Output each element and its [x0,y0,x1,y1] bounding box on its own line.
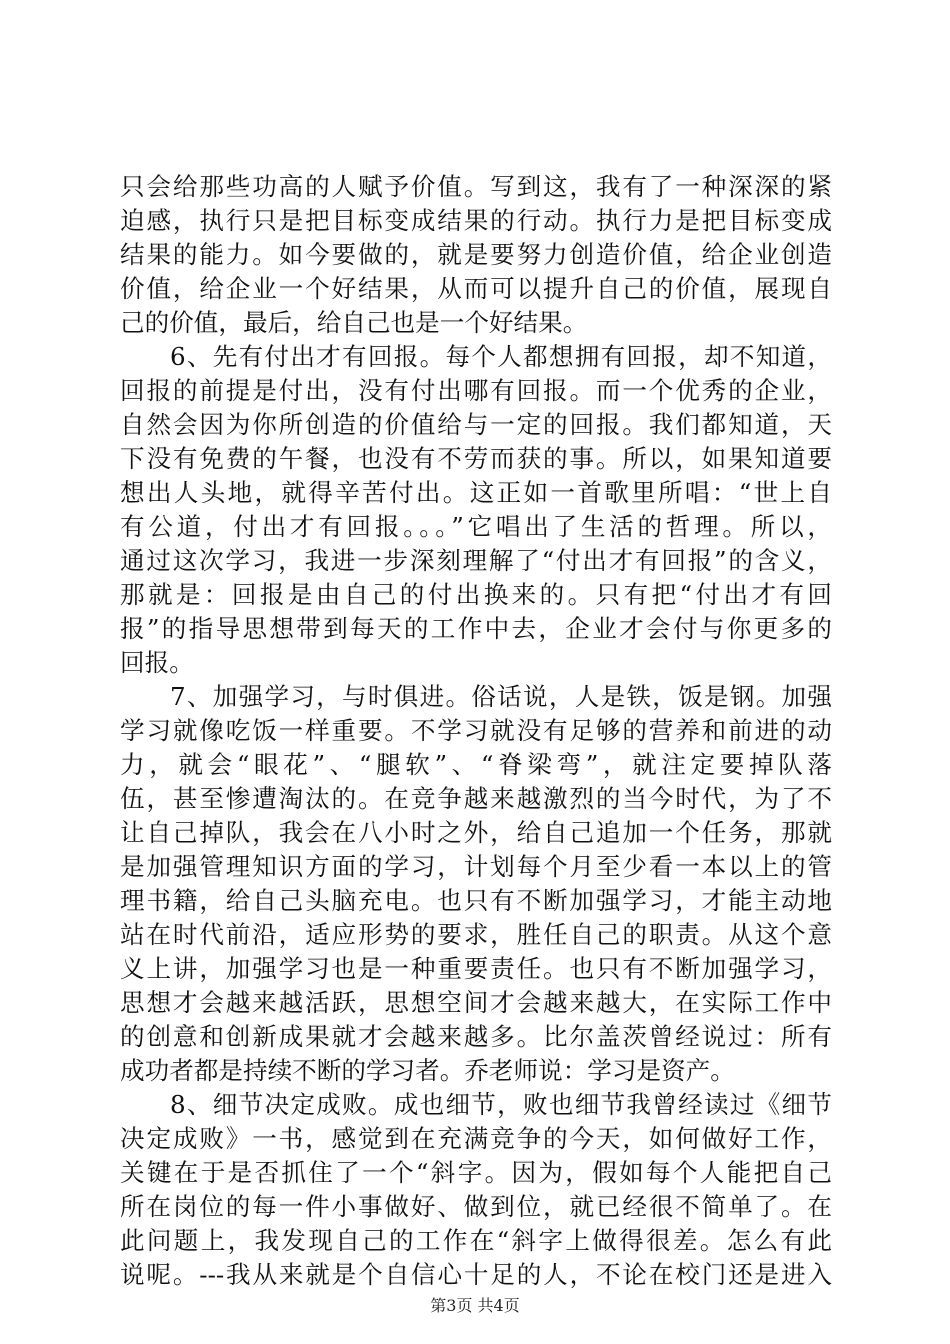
text-line: 有公道，付出才有回报。。。”它唱出了生活的哲理。所以， [120,512,832,541]
text-line: 思想才会越来越活跃，思想空间才会越来越大，在实际工作中 [120,988,832,1017]
text-line: 义上讲，加强学习也是一种重要责任。也只有不断加强学习， [120,954,832,983]
paragraph-8-heading-line: 8、细节决定成败。成也细节，败也细节我曾经读过《细节 [170,1090,832,1119]
text-line: 迫感，执行只是把目标变成结果的行动。执行力是把目标变成 [120,206,832,235]
text-line: 理书籍，给自己头脑充电。也只有不断加强学习，才能主动地 [120,886,832,915]
paragraph-6-heading-line: 6、先有付出才有回报。每个人都想拥有回报，却不知道， [170,342,832,371]
text-line: 关键在于是否抓住了一个“斜字。因为，假如每个人能把自己 [120,1158,832,1187]
text-line: 通过这次学习，我进一步深刻理解了“付出才有回报”的含义， [120,546,832,575]
text-line: 让自己掉队，我会在八小时之外，给自己追加一个任务，那就 [120,818,832,847]
text-line: 己的价值，最后，给自己也是一个好结果。 [120,308,588,337]
text-line: 报”的指导思想带到每天的工作中去，企业才会付与你更多的 [120,614,832,643]
text-line: 的创意和创新成果就才会越来越多。比尔盖茨曾经说过：所有 [120,1022,832,1051]
text-line: 学习就像吃饭一样重要。不学习就没有足够的营养和前进的动 [120,716,832,745]
text-line: 回报的前提是付出，没有付出哪有回报。而一个优秀的企业， [120,376,832,405]
text-line: 想出人头地，就得辛苦付出。这正如一首歌里所唱：“世上自 [120,478,832,507]
text-line: 只会给那些功高的人赋予价值。写到这，我有了一种深深的紧 [120,172,832,201]
text-line: 力，就会“眼花”、“腿软”、“脊梁弯”，就注定要掉队落 [120,750,832,779]
text-line: 是加强管理知识方面的学习，计划每个月至少看一本以上的管 [120,852,832,881]
text-line: 此问题上，我发现自己的工作在“斜字上做得很差。怎么有此 [120,1226,832,1255]
page-number-footer: 第3页 共4页 [430,1296,520,1315]
text-line: 结果的能力。如今要做的，就是要努力创造价值，给企业创造 [120,240,832,269]
text-line: 回报。 [120,648,194,677]
text-line: 成功者都是持续不断的学习者。乔老师说：学习是资产。 [120,1056,735,1085]
text-line: 价值，给企业一个好结果，从而可以提升自己的价值，展现自 [120,274,832,303]
text-line: 决定成败》一书，感觉到在充满竞争的今天，如何做好工作， [120,1124,832,1153]
text-line: 那就是：回报是由自己的付出换来的。只有把“付出才有回 [120,580,832,609]
text-line: 说呢。---我从来就是个自信心十足的人，不论在校门还是进入 [120,1260,832,1289]
text-line: 自然会因为你所创造的价值给与一定的回报。我们都知道，天 [120,410,832,439]
text-line: 站在时代前沿，适应形势的要求，胜任自己的职责。从这个意 [120,920,832,949]
text-line: 所在岗位的每一件小事做好、做到位，就已经很不简单了。在 [120,1192,832,1221]
text-line: 下没有免费的午餐，也没有不劳而获的事。所以，如果知道要 [120,444,832,473]
paragraph-7-heading-line: 7、加强学习，与时俱进。俗话说，人是铁，饭是钢。加强 [170,682,832,711]
text-line: 伍，甚至惨遭淘汰的。在竞争越来越激烈的当今时代，为了不 [120,784,832,813]
